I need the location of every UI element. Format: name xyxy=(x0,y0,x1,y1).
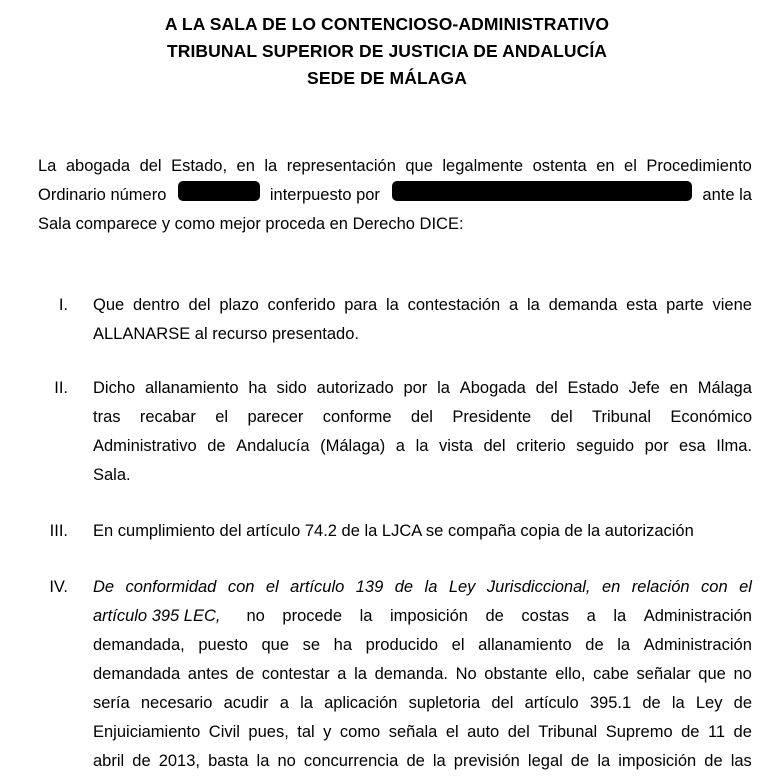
word: tal xyxy=(297,723,315,741)
word: la xyxy=(415,437,429,455)
word: demanda. xyxy=(374,665,448,683)
word: conferido xyxy=(267,296,336,314)
item-line xyxy=(93,631,752,660)
word: de xyxy=(394,578,414,596)
word: que xyxy=(698,665,726,683)
word: imposición xyxy=(618,752,697,770)
word: como xyxy=(339,723,381,741)
word: la xyxy=(437,379,450,397)
word: por xyxy=(644,437,669,455)
word: Procedimiento xyxy=(646,157,752,175)
word: Ilma. xyxy=(716,437,752,455)
word: y xyxy=(323,723,332,741)
word: de xyxy=(681,723,700,741)
word: la xyxy=(300,694,313,712)
word: dentro xyxy=(132,296,180,314)
item-number: II. xyxy=(54,379,68,397)
word: las xyxy=(730,752,752,770)
word: de xyxy=(485,607,504,625)
word: señala xyxy=(388,723,438,741)
word: parecer xyxy=(247,408,304,426)
word: a xyxy=(586,607,596,625)
word: Jefe xyxy=(628,379,660,397)
word: Enjuiciamiento xyxy=(93,723,201,741)
word: allanamiento xyxy=(144,379,239,397)
word: demandada, xyxy=(93,636,185,654)
item-line xyxy=(93,602,752,631)
word: pues, xyxy=(248,723,289,741)
word: señalar xyxy=(636,665,691,683)
intro-line-2-start: Ordinario número xyxy=(38,186,167,204)
word: parte xyxy=(666,296,704,314)
word: del xyxy=(535,379,558,397)
word: Ley xyxy=(695,694,723,712)
word: Económico xyxy=(670,408,752,426)
word: Administración xyxy=(643,636,752,654)
item-line xyxy=(93,747,752,776)
word: Estado xyxy=(567,379,619,397)
word: allanamiento xyxy=(478,636,572,654)
word: Administración xyxy=(643,607,752,625)
word: supletoria xyxy=(408,694,481,712)
intro-line-2-end: ante la xyxy=(702,186,752,204)
item-line-italic-start: artículo 395 LEC, xyxy=(93,607,221,625)
word: en xyxy=(596,157,615,175)
word: artículo xyxy=(524,694,579,712)
word: procede xyxy=(282,607,343,625)
word: de xyxy=(235,665,255,683)
word: Ley xyxy=(448,578,476,596)
word: (Málaga) xyxy=(320,437,386,455)
header-line-1: A LA SALA DE LO CONTENCIOSO-ADMINISTRATIVO xyxy=(164,14,610,34)
word: 11 xyxy=(707,723,726,741)
word: no xyxy=(246,607,265,625)
word: recabar xyxy=(139,408,196,426)
word: para xyxy=(344,296,378,314)
item-text xyxy=(93,374,752,490)
word: Tribunal xyxy=(592,408,651,426)
word: por xyxy=(403,379,428,397)
word: vista xyxy=(438,437,473,455)
item-line: Sala. xyxy=(93,466,131,484)
word: la xyxy=(264,157,278,175)
word: producido xyxy=(365,636,439,654)
word: de xyxy=(733,723,752,741)
word: la xyxy=(359,607,373,625)
word: No xyxy=(455,665,477,683)
word: contestar xyxy=(261,665,330,683)
header-line-3: SEDE DE MÁLAGA xyxy=(307,68,467,88)
word: De xyxy=(93,578,115,596)
word: tras xyxy=(93,408,121,426)
word: se xyxy=(302,636,321,654)
word: esa xyxy=(679,437,706,455)
word: esta xyxy=(626,296,658,314)
word: previsión xyxy=(453,752,520,770)
word: Jurisdiccional, xyxy=(486,578,591,596)
item-number: I. xyxy=(58,296,68,314)
word: auto xyxy=(467,723,500,741)
word: el xyxy=(739,578,752,596)
word: la xyxy=(526,296,540,314)
word: no xyxy=(733,665,752,683)
word: Andalucía xyxy=(236,437,310,455)
item-line: ALLANARSE al recurso presentado. xyxy=(93,325,359,343)
word: demanda xyxy=(548,296,618,314)
word: 395.1 xyxy=(589,694,632,712)
word: del xyxy=(188,296,211,314)
item-number: III. xyxy=(49,522,68,540)
word: a xyxy=(395,437,405,455)
word: aplicación xyxy=(324,694,398,712)
word: Málaga xyxy=(697,379,752,397)
word: Que xyxy=(93,296,125,314)
word: legalmente xyxy=(442,157,524,175)
intro-line-3: Sala comparece y como mejor proceda en Derecho DICE: xyxy=(38,215,464,233)
word: del xyxy=(483,437,506,455)
word: Estado, xyxy=(171,157,228,175)
word: contestación xyxy=(407,296,501,314)
word: acudir xyxy=(223,694,269,712)
word: Administrativo xyxy=(93,437,197,455)
item-line-italic xyxy=(93,573,752,602)
intro-line-2 xyxy=(38,181,752,210)
word: que xyxy=(261,636,290,654)
word: La xyxy=(38,157,57,175)
word: abogada xyxy=(65,157,131,175)
word: imposición xyxy=(389,607,468,625)
word: concurrencia xyxy=(303,752,399,770)
word: antes xyxy=(187,665,229,683)
word: en xyxy=(601,578,621,596)
item-line-rest xyxy=(247,602,753,631)
word: la xyxy=(671,694,685,712)
document-header xyxy=(0,11,774,92)
item-text xyxy=(93,573,752,776)
item-line: En cumplimiento del artículo 74.2 de la LJCA se compaña copia de la autorización xyxy=(93,522,694,540)
word: el xyxy=(265,578,279,596)
word: la xyxy=(617,636,631,654)
word: ostenta xyxy=(532,157,587,175)
item-text xyxy=(93,291,752,349)
word: autorizado xyxy=(316,379,394,397)
word: de xyxy=(406,752,425,770)
word: ha xyxy=(248,379,267,397)
word: en xyxy=(236,157,255,175)
redaction-mark xyxy=(392,181,692,201)
word: legal xyxy=(527,752,563,770)
word: Abogada xyxy=(459,379,526,397)
word: relación xyxy=(631,578,690,596)
word: a xyxy=(279,694,289,712)
word: de xyxy=(704,752,723,770)
item-line xyxy=(93,432,752,461)
word: en xyxy=(669,379,688,397)
word: plazo xyxy=(219,296,259,314)
word: el xyxy=(624,157,637,175)
word: de xyxy=(585,636,604,654)
word: viene xyxy=(712,296,752,314)
word: la xyxy=(256,752,270,770)
word: artículo xyxy=(290,578,345,596)
word: del xyxy=(410,408,433,426)
word: sería xyxy=(93,694,130,712)
word: del xyxy=(491,694,514,712)
item-line xyxy=(93,660,752,689)
item-number: IV. xyxy=(49,578,68,596)
word: 139 xyxy=(355,578,384,596)
item-text xyxy=(93,517,752,546)
item-line xyxy=(93,374,752,403)
word: puesto xyxy=(198,636,248,654)
word: criterio xyxy=(516,437,566,455)
header-line-2: TRIBUNAL SUPERIOR DE JUSTICIA DE ANDALUCÍA xyxy=(166,41,608,61)
item-line xyxy=(93,689,752,718)
word: la xyxy=(354,665,367,683)
word: conformidad xyxy=(125,578,217,596)
word: obstante xyxy=(484,665,548,683)
word: el xyxy=(451,636,465,654)
word: la xyxy=(613,607,627,625)
item-line xyxy=(93,291,752,320)
word: basta xyxy=(208,752,249,770)
word: Supremo xyxy=(605,723,673,741)
word: Presidente xyxy=(452,408,532,426)
intro-line-1 xyxy=(38,152,752,181)
word: seguido xyxy=(576,437,635,455)
word: de xyxy=(570,752,590,770)
word: con xyxy=(701,578,728,596)
word: la xyxy=(385,296,399,314)
word: del xyxy=(139,157,162,175)
word: sido xyxy=(276,379,307,397)
word: de xyxy=(207,437,226,455)
word: Civil xyxy=(208,723,240,741)
word: costas xyxy=(521,607,570,625)
word: con xyxy=(227,578,255,596)
redaction-mark xyxy=(178,181,260,201)
word: a xyxy=(509,296,519,314)
word: del xyxy=(550,408,573,426)
word: el xyxy=(445,723,459,741)
word: la xyxy=(424,578,438,596)
word: Dicho xyxy=(93,379,136,397)
word: conforme xyxy=(322,408,392,426)
intro-line-2-middle: interpuesto por xyxy=(269,186,380,204)
word: abril xyxy=(93,752,125,770)
word: de xyxy=(733,694,752,712)
item-line xyxy=(93,718,752,747)
word: ello, xyxy=(555,665,586,683)
word: cabe xyxy=(593,665,629,683)
word: necesario xyxy=(140,694,213,712)
word: la xyxy=(597,752,611,770)
intro-paragraph xyxy=(38,152,752,239)
word: de xyxy=(642,694,661,712)
word: que xyxy=(405,157,433,175)
word: representación xyxy=(286,157,396,175)
word: demandada xyxy=(93,665,181,683)
item-line xyxy=(93,403,752,432)
word: el xyxy=(215,408,229,426)
word: del xyxy=(507,723,530,741)
word: la xyxy=(432,752,446,770)
word: 2013, xyxy=(158,752,200,770)
word: no xyxy=(277,752,296,770)
word: a xyxy=(337,665,347,683)
word: de xyxy=(132,752,151,770)
word: ha xyxy=(333,636,352,654)
word: Tribunal xyxy=(538,723,598,741)
